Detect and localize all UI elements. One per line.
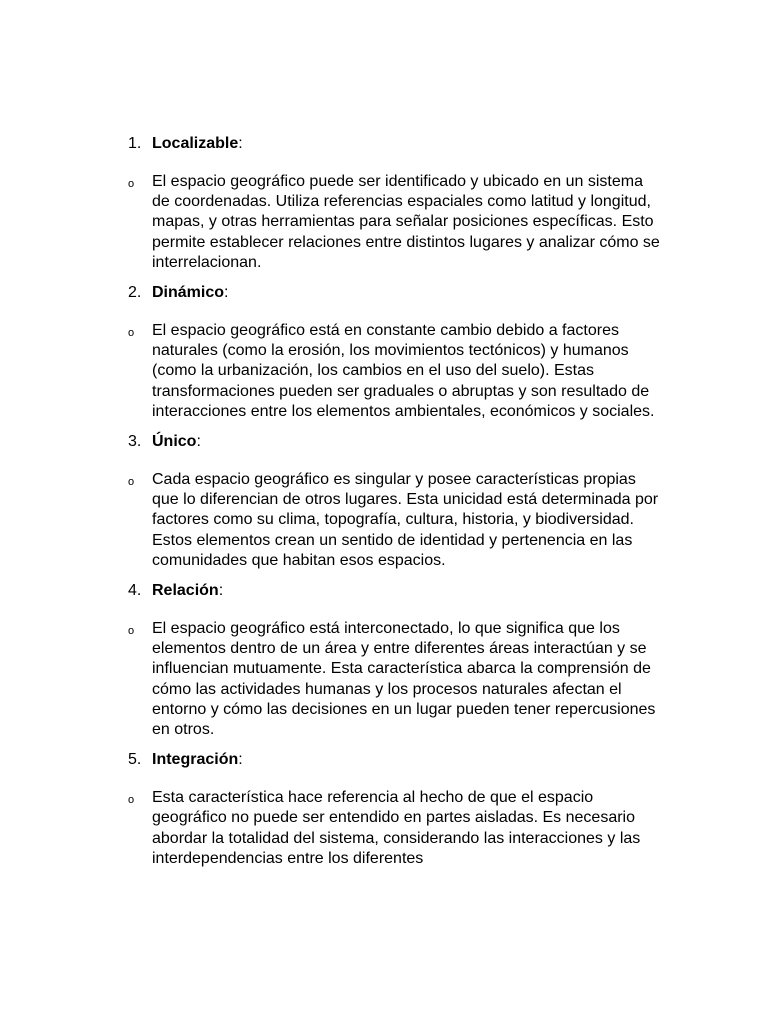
item-colon: :	[196, 433, 201, 451]
bullet-marker: o	[128, 476, 135, 489]
item-colon: :	[218, 582, 224, 600]
item-colon: :	[238, 751, 243, 769]
item-heading	[124, 281, 664, 305]
item-body	[124, 321, 664, 422]
item-text: El espacio geográfico puede ser identificado y ubicado en un sistema de coordenadas. Utiliza referencias espaciales como latitud y longitud, mapas, y otras herramientas para señalar posiciones específicas. Esto permite establecer relaciones entre distintos lugares y analizar cómo se interrelacionan.	[152, 173, 660, 271]
bullet-marker: o	[128, 178, 135, 190]
item-number: 3.	[128, 433, 142, 451]
item-title: Relación	[152, 582, 219, 600]
item-heading	[124, 430, 664, 454]
item-colon: :	[224, 284, 229, 302]
item-title: Único	[152, 433, 197, 451]
item-number: 2.	[128, 284, 142, 302]
item-number: 4.	[128, 582, 142, 600]
list-item-integracion	[124, 748, 664, 869]
list-item-dinamico	[124, 281, 664, 422]
item-body	[124, 788, 664, 869]
item-title: Dinámico	[152, 284, 225, 302]
item-title: Integración	[152, 751, 239, 769]
characteristics-list	[124, 132, 664, 877]
list-item-localizable	[124, 132, 664, 273]
item-text: El espacio geográfico está en constante cambio debido a factores naturales (como la erosión, los movimientos tectónicos) y humanos (como la urbanización, los cambios en el uso del suelo). Estas transformaciones pueden ser graduales o abruptas y son resultado de interacciones entre los elementos ambientales, económicos y sociales.	[152, 322, 655, 420]
item-number: 5.	[128, 751, 142, 769]
item-heading	[124, 579, 664, 603]
list-item-unico	[124, 430, 664, 571]
item-text: Cada espacio geográfico es singular y posee características propias que lo diferencian de otros lugares. Esta unicidad está determinada por factores como su clima, topografía, cultura, historia, y biodiversidad. Estos elementos crean un sentido de identidad y pertenencia en las comunidades que habitan esos espacios.	[152, 471, 659, 569]
item-body	[124, 172, 664, 273]
bullet-marker: o	[128, 625, 135, 638]
item-heading	[124, 748, 664, 772]
item-number: 1.	[128, 135, 142, 152]
item-body	[124, 470, 664, 571]
bullet-marker: o	[128, 794, 135, 807]
item-title: Localizable	[152, 135, 239, 152]
item-body	[124, 619, 664, 740]
item-colon: :	[238, 135, 243, 152]
item-text: Esta característica hace referencia al hecho de que el espacio geográfico no puede ser entendido en partes aisladas. Es necesario abordar la totalidad del sistema, considerando las interacciones y las interdependencias entre los diferentes	[152, 789, 641, 867]
bullet-marker: o	[128, 327, 135, 340]
item-heading	[124, 132, 664, 156]
item-text: El espacio geográfico está interconectado, lo que significa que los elementos dentro de un área y entre diferentes áreas interactúan y se influencian mutuamente. Esta característica abarca la comprensión de cómo las actividades humanas y los procesos naturales afectan el entorno y cómo las decisiones en un lugar pueden tener repercusiones en otros.	[152, 620, 656, 739]
list-item-relacion	[124, 579, 664, 740]
